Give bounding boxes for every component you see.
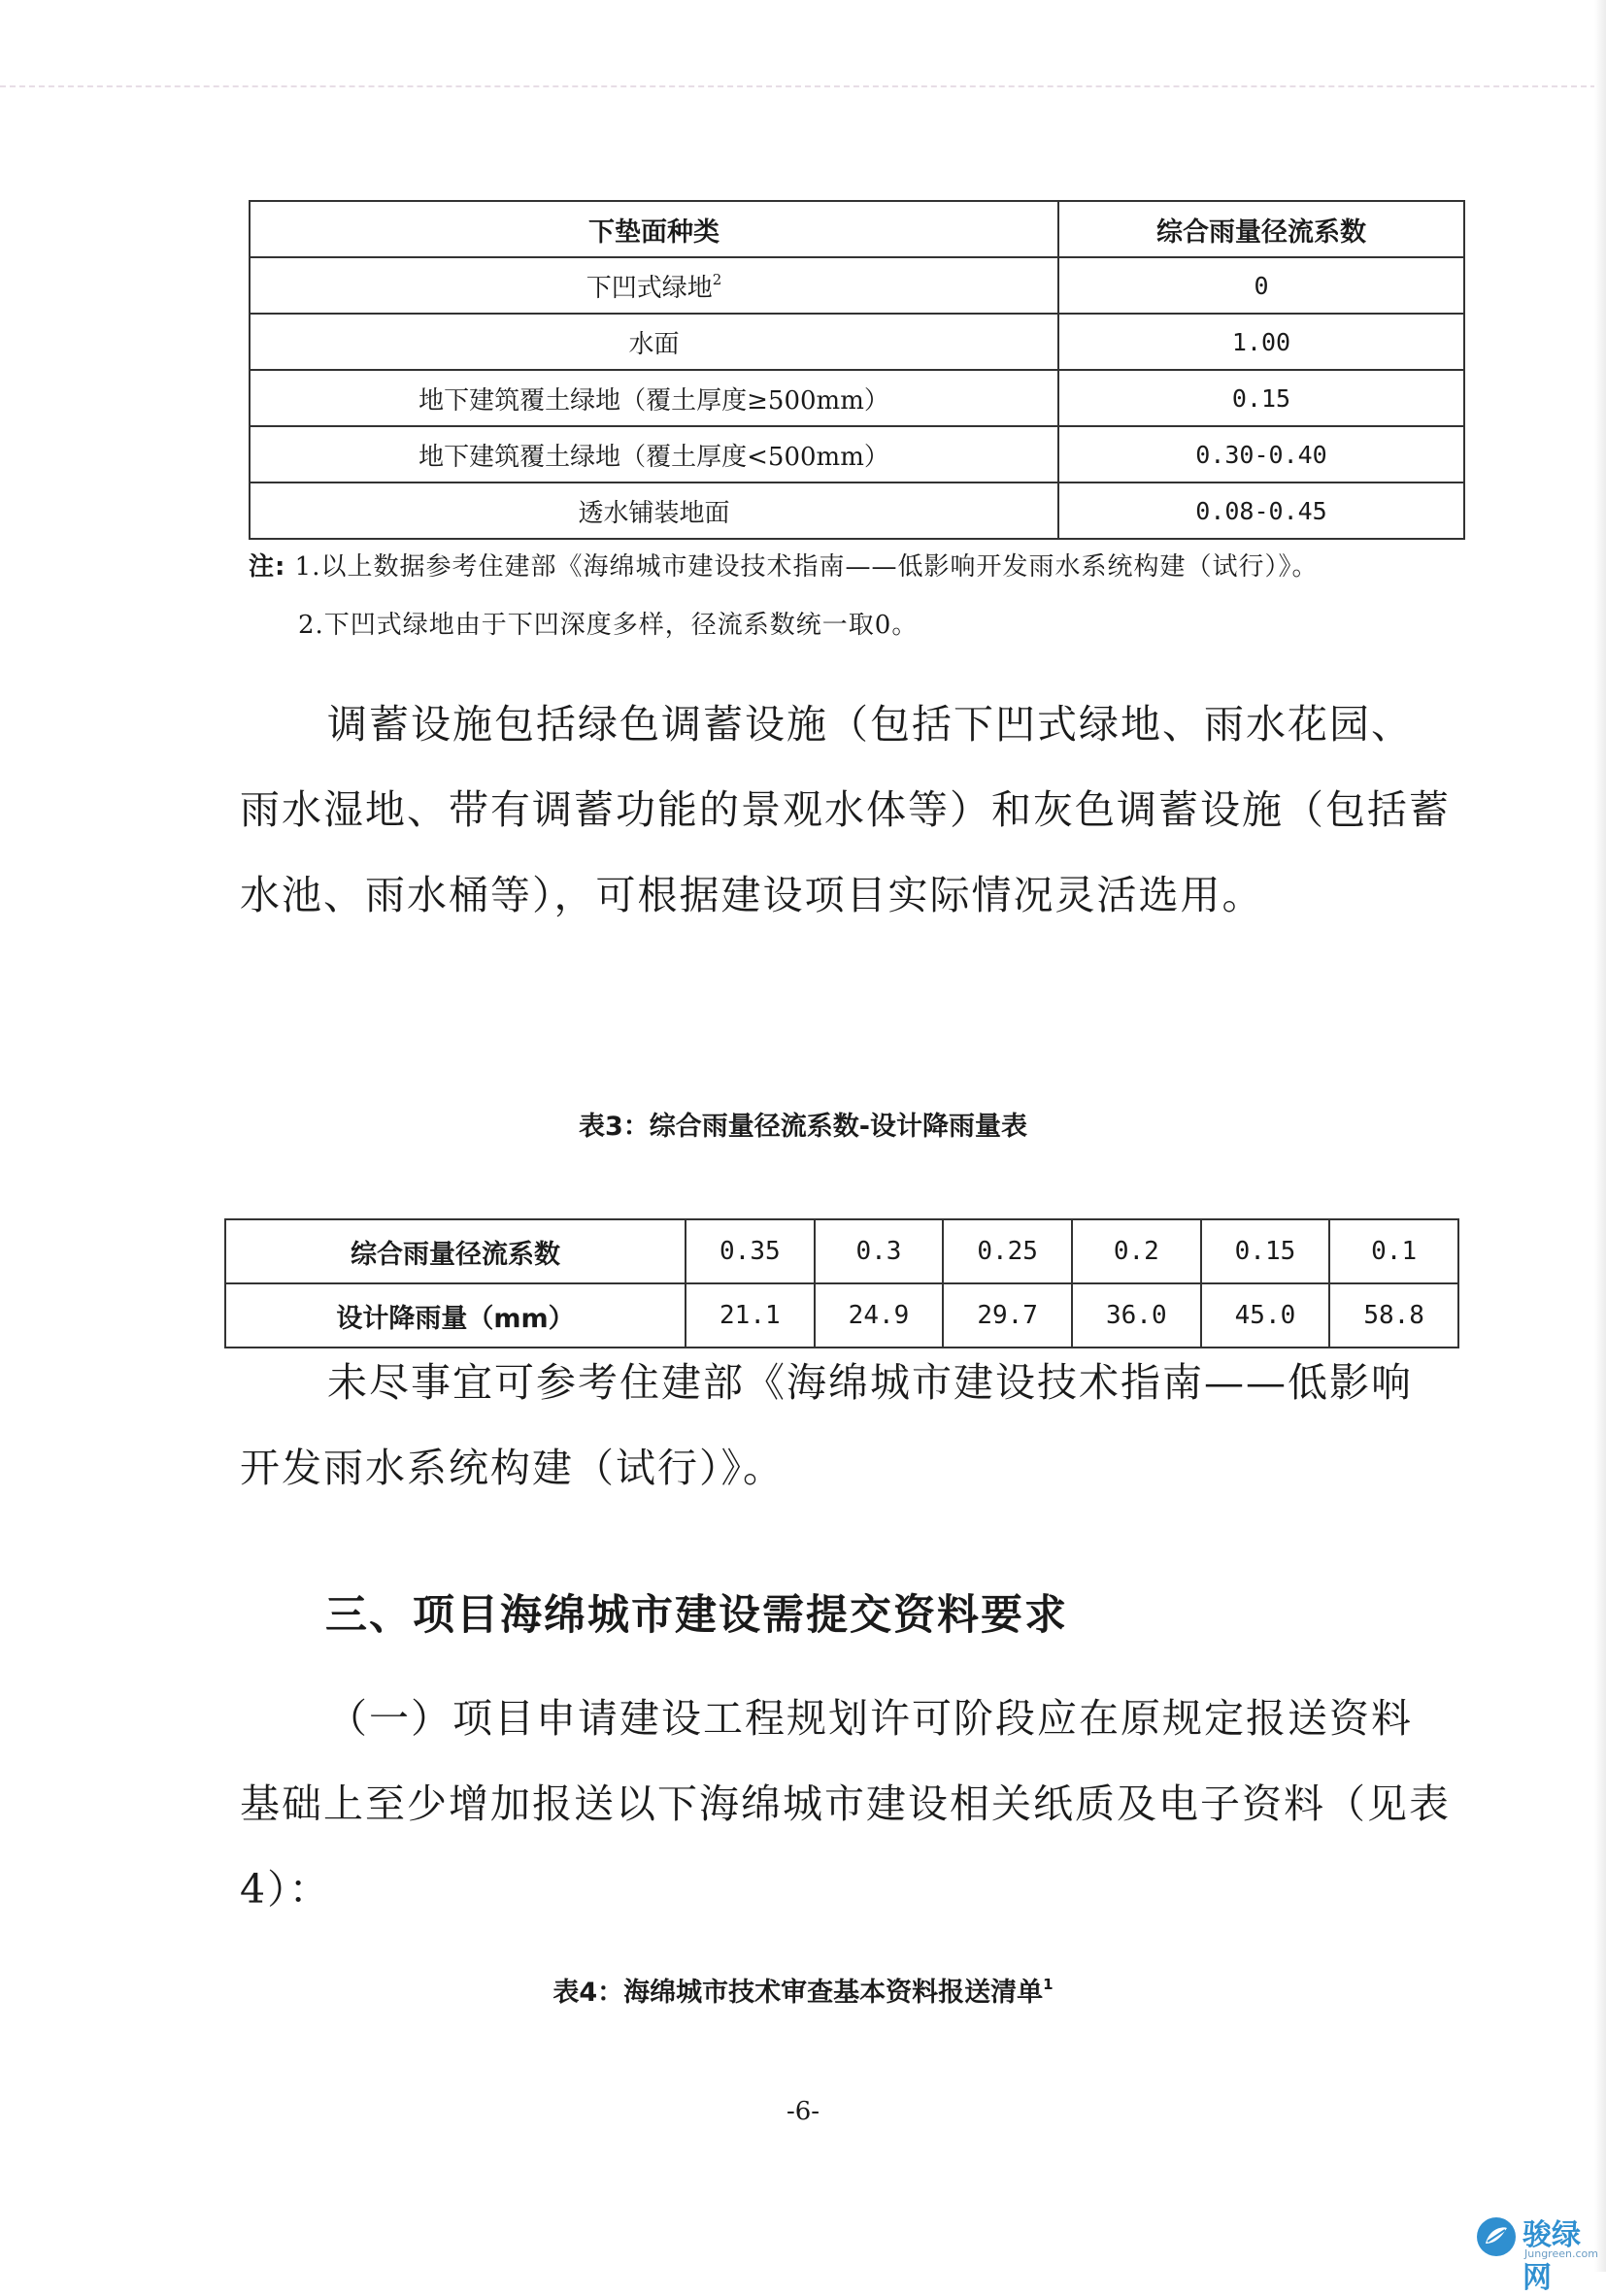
rainfall-design-table (224, 1218, 1459, 1348)
table-cell: 0.25 (943, 1219, 1072, 1283)
surface-type-cell: 透水铺装地面 (250, 482, 1058, 539)
table-row (250, 426, 1464, 482)
page-number: -6- (786, 2097, 820, 2126)
section-heading: 三、项目海绵城市建设需提交资料要求 (325, 1591, 1068, 1640)
leaf-logo-icon (1474, 2214, 1519, 2259)
table3-caption: 表3：综合雨量径流系数-设计降雨量表 (579, 1112, 1027, 1142)
watermark-subtext: Jungreen.com (1524, 2247, 1598, 2260)
table-cell: 21.1 (686, 1283, 815, 1348)
row-label-coefficient: 综合雨量径流系数 (225, 1219, 686, 1283)
note-line-1: 1.以上数据参考住建部《海绵城市建设技术指南——低影响开发雨水系统构建（试行）》。 (294, 552, 1319, 582)
table-cell: 36.0 (1072, 1283, 1201, 1348)
table-cell: 0.15 (1201, 1219, 1330, 1283)
table-row (250, 257, 1464, 314)
header-surface-type: 下垫面种类 (250, 201, 1058, 257)
table-cell: 45.0 (1201, 1283, 1330, 1348)
table-row (225, 1283, 1458, 1348)
table-cell: 0.1 (1329, 1219, 1458, 1283)
table-cell: 0.35 (686, 1219, 815, 1283)
header-runoff-coefficient: 综合雨量径流系数 (1058, 201, 1464, 257)
surface-type-cell: 水面 (250, 314, 1058, 370)
table-row (250, 314, 1464, 370)
table-cell: 58.8 (1329, 1283, 1458, 1348)
watermark-logo (1474, 2209, 1600, 2295)
runoff-coefficient-table (249, 200, 1465, 540)
coefficient-cell: 0 (1058, 257, 1464, 314)
table-row (250, 370, 1464, 426)
row-label-rainfall: 设计降雨量（mm） (225, 1283, 686, 1348)
paragraph-storage-facilities: 调蓄设施包括绿色调蓄设施（包括下凹式绿地、雨水花园、雨水湿地、带有调蓄功能的景观水体等）和灰色调蓄设施（包括蓄水池、雨水桶等），可根据建设项目实际情况灵活选用。 (240, 701, 1451, 918)
table-cell: 29.7 (943, 1283, 1072, 1348)
paragraph-submission-requirements: （一）项目申请建设工程规划许可阶段应在原规定报送资料基础上至少增加报送以下海绵城市建设相关纸质及电子资料（见表4）： (240, 1695, 1451, 1913)
surface-type-cell: 下凹式绿地$^2$ (250, 257, 1058, 314)
surface-type-cell: 地下建筑覆土绿地（覆土厚度≥500mm） (250, 370, 1058, 426)
surface-type-cell: 地下建筑覆土绿地（覆土厚度<500mm） (250, 426, 1058, 482)
table-note-1 (249, 550, 1318, 583)
coefficient-cell: 0.30-0.40 (1058, 426, 1464, 482)
note-line-2: 2.下凹式绿地由于下凹深度多样，径流系数统一取0。 (298, 611, 919, 640)
table-header-row (250, 201, 1464, 257)
note-label: 注: (249, 552, 286, 582)
coefficient-cell: 0.08-0.45 (1058, 482, 1464, 539)
table-cell: 0.3 (815, 1219, 944, 1283)
table-row (225, 1219, 1458, 1283)
table-cell: 0.2 (1072, 1219, 1201, 1283)
table-cell: 24.9 (815, 1283, 944, 1348)
table4-caption: 表4：海绵城市技术审查基本资料报送清单$^1$ (552, 1976, 1054, 2008)
table-row (250, 482, 1464, 539)
watermark-text: 骏绿网 (1522, 2218, 1581, 2295)
paragraph-reference: 未尽事宜可参考住建部《海绵城市建设技术指南——低影响开发雨水系统构建（试行）》。 (240, 1359, 1413, 1491)
coefficient-cell: 1.00 (1058, 314, 1464, 370)
coefficient-cell: 0.15 (1058, 370, 1464, 426)
scan-top-border (0, 85, 1606, 87)
